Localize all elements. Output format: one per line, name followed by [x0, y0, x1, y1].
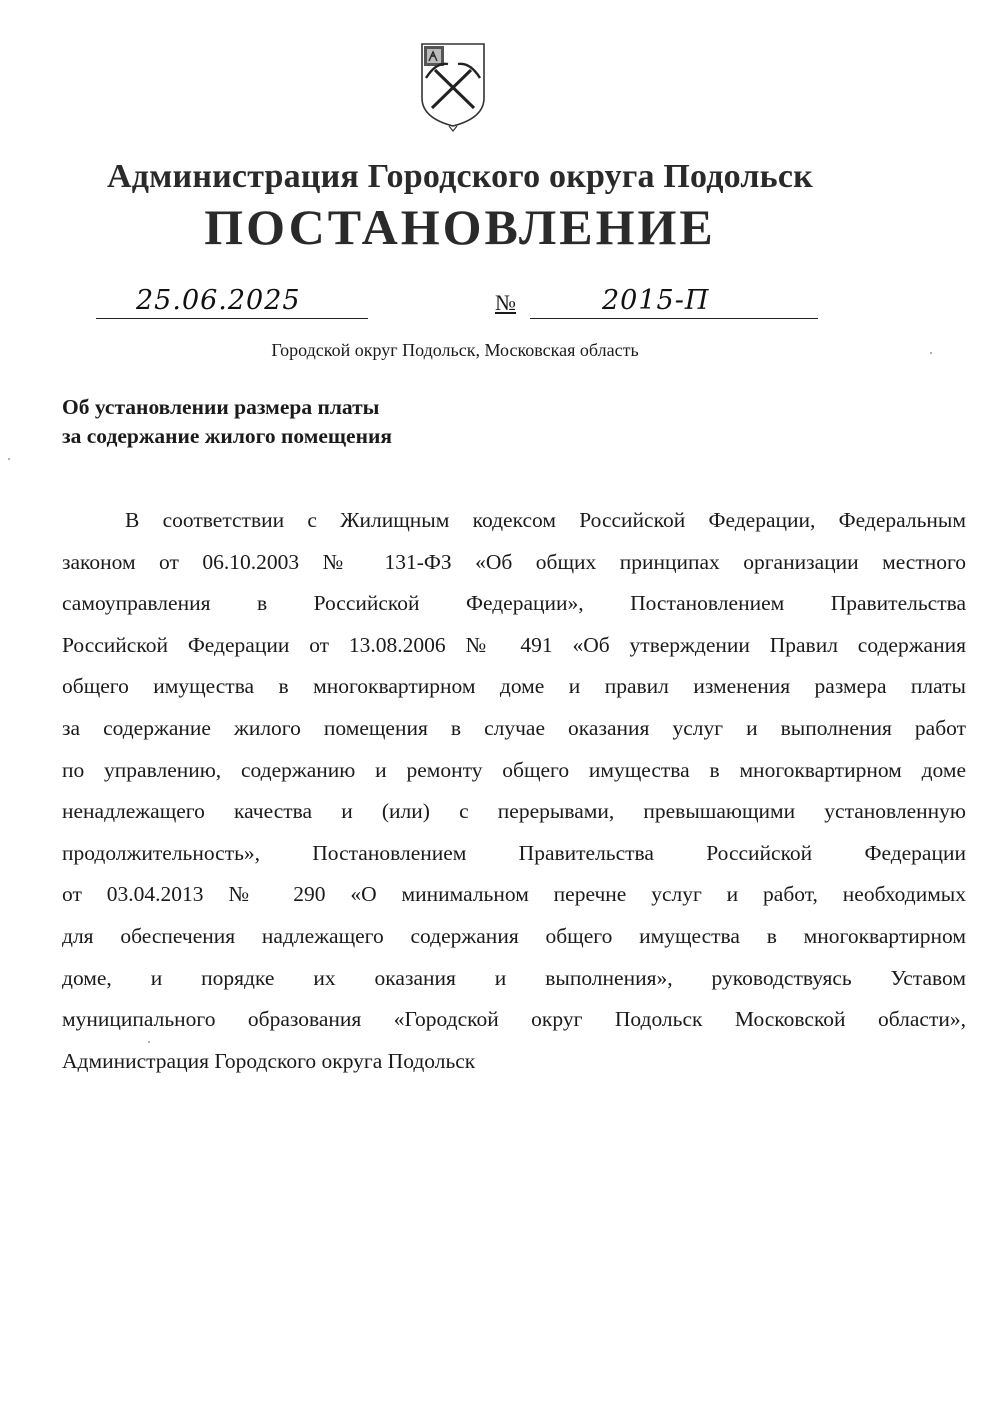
body-line: муниципального образования «Городской округ Подольск Московской области»,: [62, 1007, 966, 1032]
handwritten-date: 25.06.2025: [136, 285, 301, 316]
body-line: самоуправления в Российской Федерации», Постановлением Правительства: [62, 591, 966, 616]
scan-speck: [8, 458, 10, 460]
body-line: Администрация Городского округа Подольск: [62, 1048, 476, 1073]
subject-line: за содержание жилого помещения: [62, 424, 393, 448]
body-line: доме, и порядке их оказания и выполнения», руководствуясь Уставом: [62, 965, 966, 990]
handwritten-number: 2015-П: [602, 285, 710, 316]
document-subject: [62, 393, 392, 451]
body-line: для обеспечения надлежащего содержания общего имущества в многоквартирном: [62, 923, 966, 948]
number-sign: №: [495, 290, 516, 315]
body-line: Российской Федерации от 13.08.2006 № 491 «Об утверждении Правил содержания: [62, 632, 966, 657]
document-type-heading: ПОСТАНОВЛЕНИЕ: [204, 199, 716, 255]
organization-title: Администрация Городского округа Подольск: [107, 158, 813, 195]
body-line: продолжительность», Постановлением Правительства Российской Федерации: [62, 840, 966, 865]
body-line: от 03.04.2013 № 290 «О минимальном перечне услуг и работ, необходимых: [62, 882, 966, 907]
body-line: по управлению, содержанию и ремонту общего имущества в многоквартирном доме: [62, 757, 966, 782]
scan-speck: [930, 352, 932, 354]
coat-of-arms-emblem: [418, 40, 488, 132]
subject-line: Об установлении размера платы: [62, 395, 380, 419]
number-field: [530, 276, 818, 319]
place-of-issue: Городской округ Подольск, Московская область: [271, 340, 639, 360]
date-field: [96, 276, 368, 319]
body-line: общего имущества в многоквартирном доме и правил изменения размера платы: [62, 674, 966, 699]
scan-speck: [148, 1041, 150, 1043]
preamble-paragraph: [62, 500, 966, 1082]
body-line: законом от 06.10.2003 № 131-ФЗ «Об общих принципах организации местного: [62, 549, 966, 574]
body-line: за содержание жилого помещения в случае оказания услуг и выполнения работ: [62, 715, 966, 740]
body-line: В соответствии с Жилищным кодексом Российской Федерации, Федеральным: [125, 508, 966, 532]
body-line: ненадлежащего качества и (или) с перерывами, превышающими установленную: [62, 799, 966, 824]
